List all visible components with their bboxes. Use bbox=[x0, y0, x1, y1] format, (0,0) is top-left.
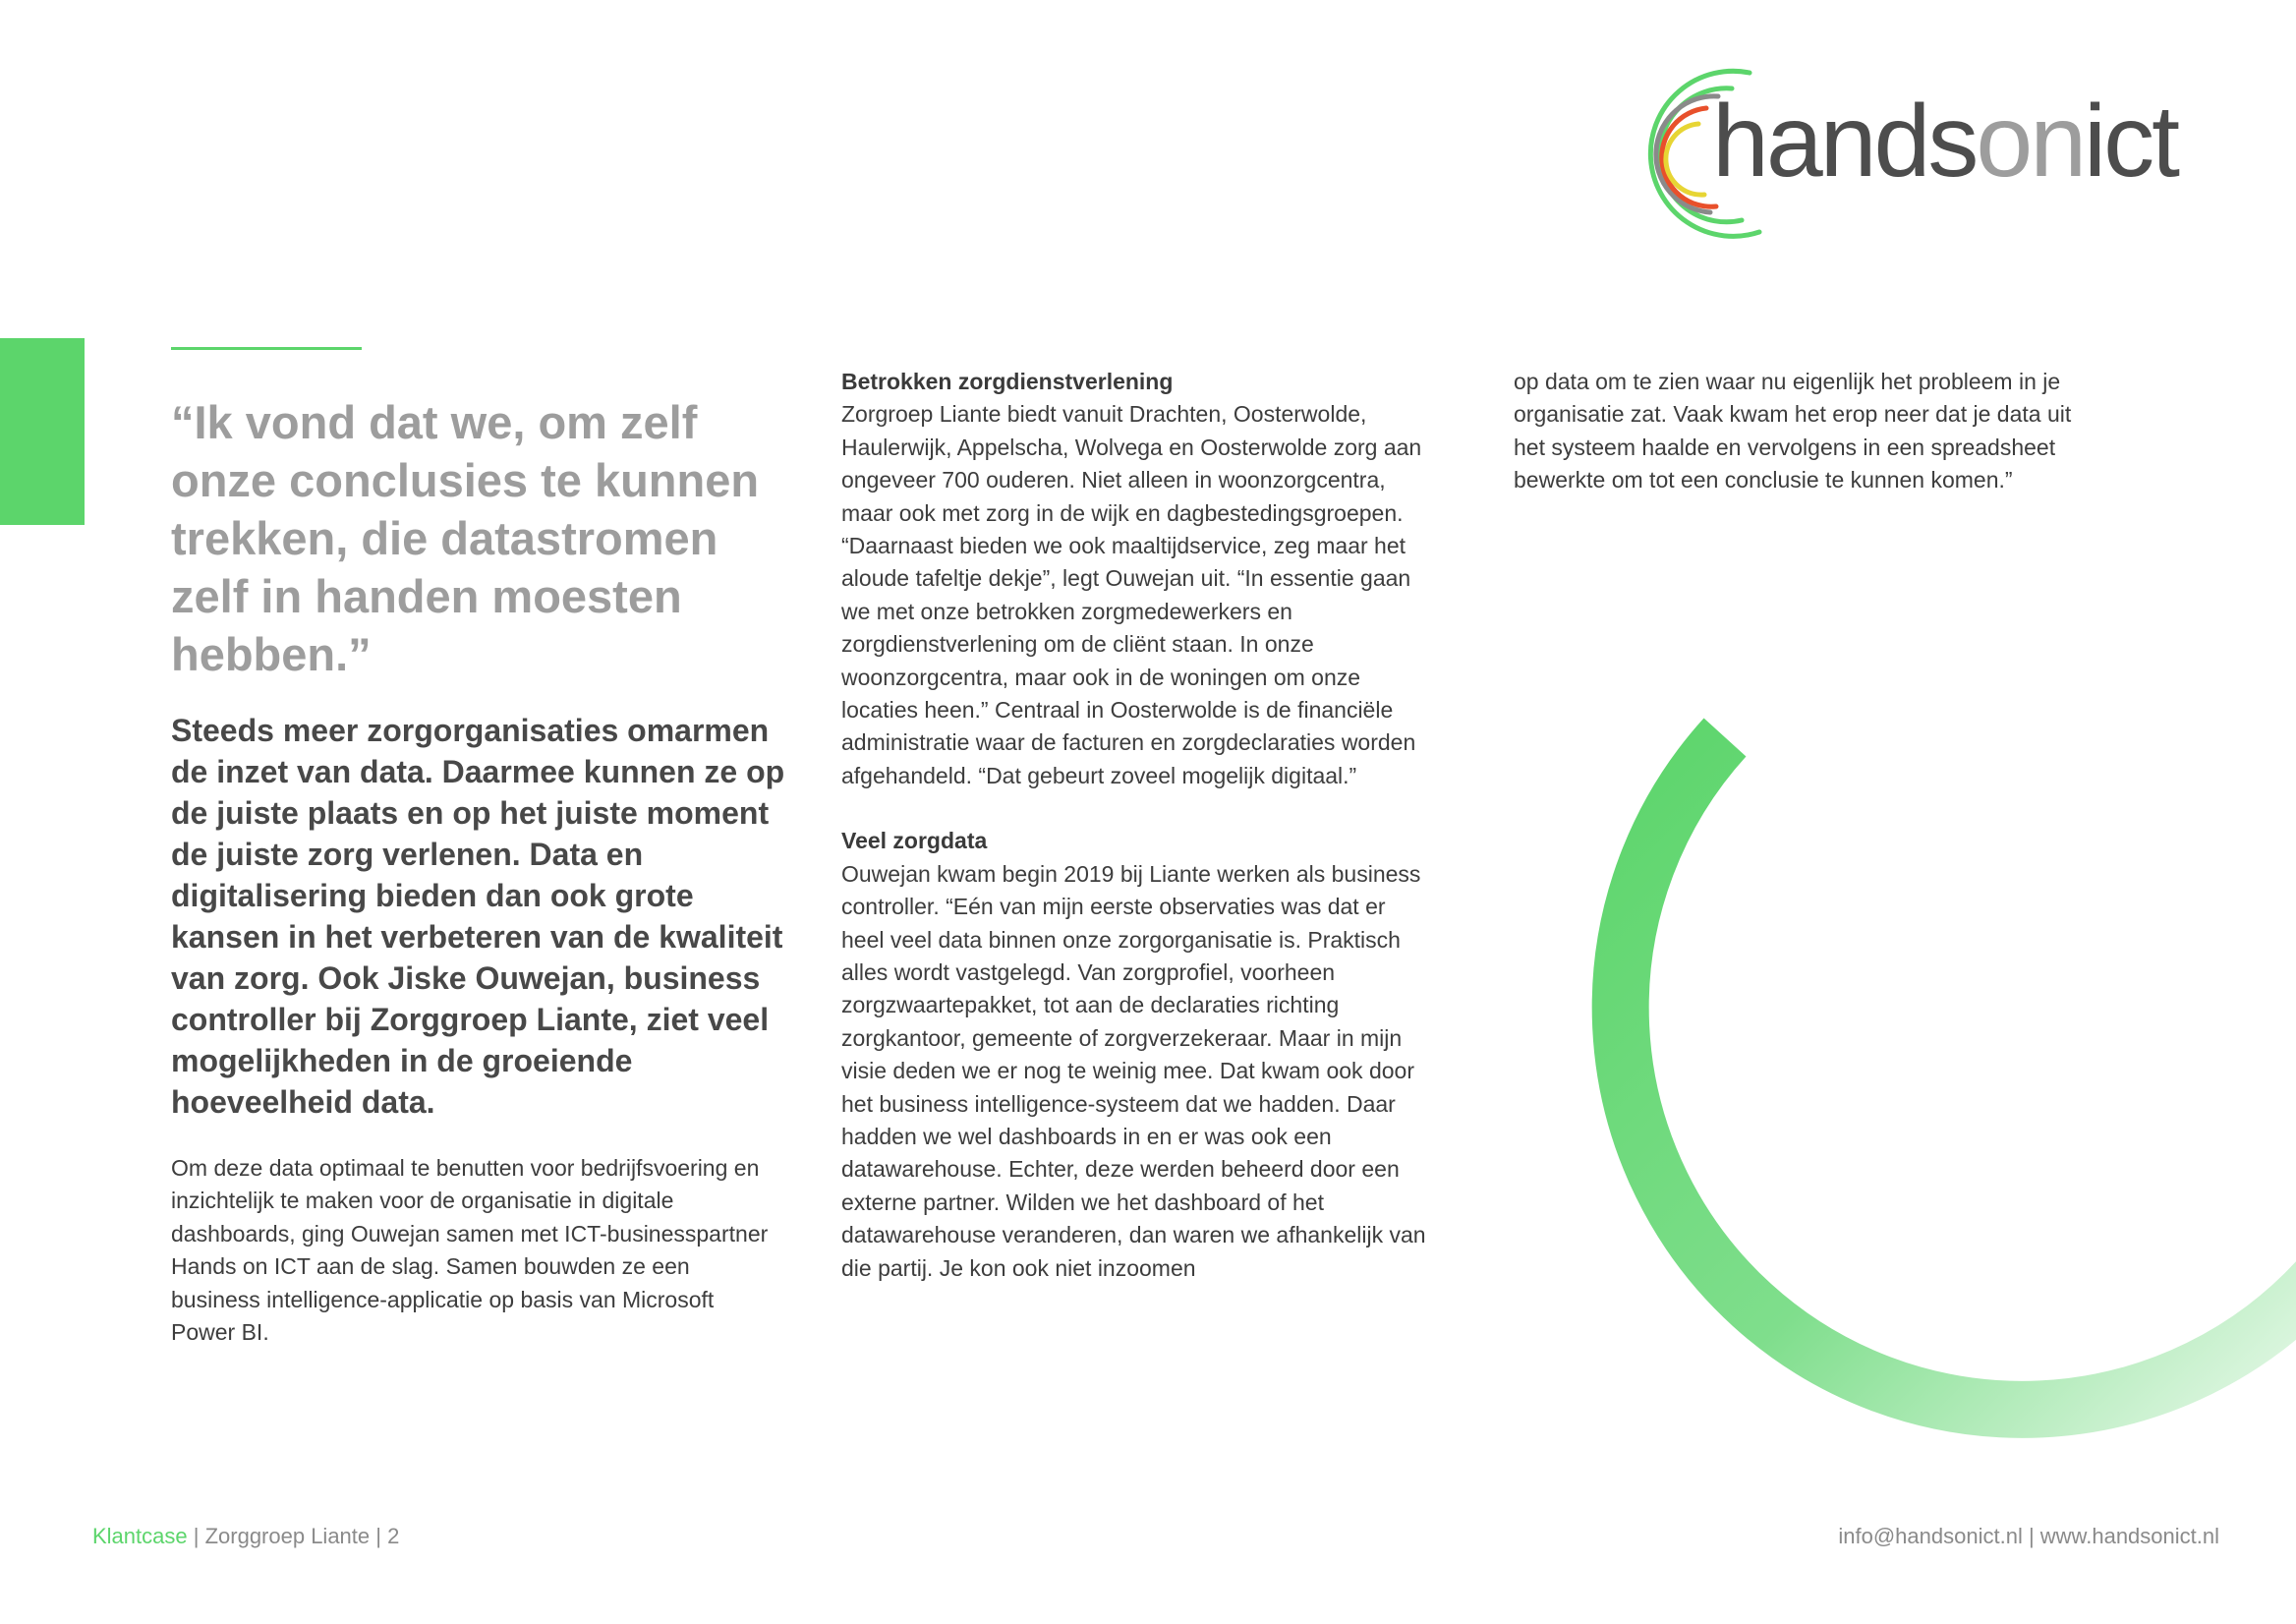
footer-company: Zorggroep Liante bbox=[204, 1524, 371, 1548]
section-heading-zorgdata: Veel zorgdata bbox=[841, 828, 988, 854]
footer-email-link[interactable]: info@handsonict.nl bbox=[1838, 1524, 2023, 1548]
footer-right bbox=[1838, 1524, 2219, 1549]
logo-word-hands: hands bbox=[1712, 85, 1977, 199]
footer-separator: | bbox=[370, 1524, 388, 1548]
column-3-text: op data om te zien waar nu eigenlijk het probleem in je organisatie zat. Vaak kwam het erop neer dat je data uit het systeem haalde en vervolgens in een spreadsheet bewerkte om tot een conclusie te kunnen komen.” bbox=[1514, 369, 2072, 493]
logo-wordmark bbox=[1712, 85, 2178, 199]
decorative-green-ring bbox=[1573, 708, 2296, 1475]
green-side-tab bbox=[0, 338, 85, 525]
quote-divider bbox=[171, 347, 362, 350]
footer-label: Klantcase bbox=[92, 1524, 188, 1548]
footer-separator: | bbox=[2022, 1524, 2040, 1548]
footer-left bbox=[92, 1524, 399, 1549]
logo-word-on: on bbox=[1976, 85, 2085, 199]
pull-quote: “Ik vond dat we, om zelf onze conclusies te kunnen trekken, die datastromen zelf in handen moesten hebben.” bbox=[171, 396, 760, 680]
handsonict-logo bbox=[1612, 67, 2221, 254]
section-text-zorgdienstverlening: Zorgroep Liante biedt vanuit Drachten, Oosterwolde, Haulerwijk, Appelscha, Wolvega en Oosterwolde zorg aan ongeveer 700 ouderen. Niet alleen in woonzorgcentra, maar ook met zorg in de wijk en dagbestedingsgroepen. “Daarnaast bieden we ook maaltijdservice, zeg maar het aloude tafeltje dekje”, legt Ouwejan uit. “In essentie gaan we met onze betrokken zorgmedewerkers en zorgdienstverlening om de cliënt staan. In onze woonzorgcentra, maar ook in de woningen om onze locaties heen.” Centraal in Oosterwolde is de financiële administratie waar de facturen en zorgdeclaraties worden afgehandeld. “Dat gebeurt zoveel mogelijk digitaal.” bbox=[841, 401, 1422, 788]
logo-word-ict: ict bbox=[2084, 85, 2178, 199]
footer-website-link[interactable]: www.handsonict.nl bbox=[2039, 1524, 2219, 1548]
footer-page-number: 2 bbox=[387, 1524, 400, 1548]
section-heading-zorgdienstverlening: Betrokken zorgdienstverlening bbox=[841, 369, 1174, 394]
footer-separator: | bbox=[187, 1524, 205, 1548]
body-paragraph-1: Om deze data optimaal te benutten voor bedrijfsvoering en inzichtelijk te maken voor de organisatie in digitale dashboards, ging Ouwejan samen met ICT-businesspartner Hands on ICT aan de slag. Samen bouwden ze een business intelligence-applicatie op basis van Microsoft Power BI. bbox=[171, 1155, 769, 1346]
intro-paragraph: Steeds meer zorgorganisaties omarmen de inzet van data. Daarmee kunnen ze op de juiste plaats en op het juiste moment de juiste zorg verlenen. Data en digitalisering bieden dan ook grote kansen in het verbeteren van de kwaliteit van zorg. Ook Jiske Ouwejan, business controller bij Zorggroep Liante, ziet veel mogelijkheden in de groeiende hoeveelheid data. bbox=[171, 713, 785, 1120]
column-2 bbox=[841, 366, 1431, 1285]
section-text-zorgdata: Ouwejan kwam begin 2019 bij Liante werken als business controller. “Eén van mijn eerste observaties was dat er heel veel data binnen onze zorgorganisatie is. Praktisch alles wordt vastgelegd. Van zorgprofiel, voorheen zorgzwaartepakket, tot aan de declaraties richting zorgkantoor, gemeente of zorgverzekeraar. Maar in mijn visie deden we er nog te weinig mee. Dat kwam ook door het business intelligence-systeem dat we hadden. Daar hadden we wel dashboards in en er was ook een datawarehouse. Echter, deze werden beheerd door een externe partner. Wilden we het dashboard of het datawarehouse veranderen, dan waren we afhankelijk van die partij. Je kon ook niet inzoomen bbox=[841, 860, 1426, 1281]
